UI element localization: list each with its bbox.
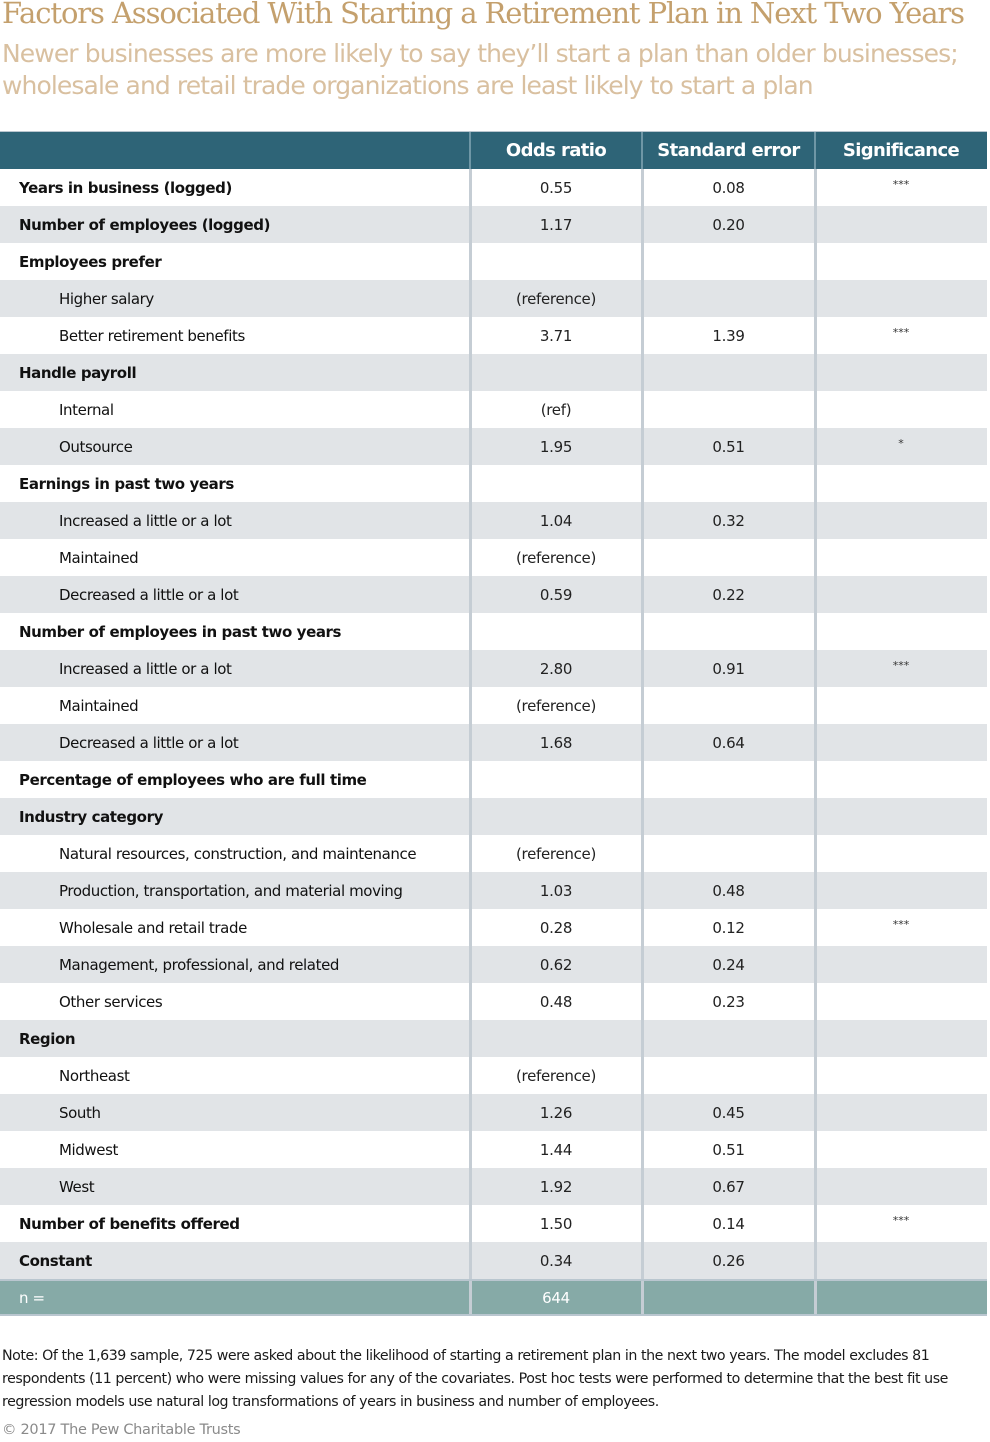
- odds-ratio-cell: 1.17: [539, 215, 573, 234]
- column-divider: [641, 650, 644, 687]
- total-sig: [815, 1281, 987, 1314]
- column-divider: [641, 983, 644, 1020]
- significance-cell: [815, 576, 987, 613]
- row-label: Internal: [59, 400, 114, 419]
- significance-cell: ***: [892, 178, 910, 191]
- column-divider: [469, 798, 472, 835]
- standard-error-cell: [642, 687, 815, 724]
- odds-ratio-cell: (reference): [515, 844, 597, 863]
- row-label: Natural resources, construction, and maintenance: [59, 844, 417, 863]
- column-divider: [469, 1131, 472, 1168]
- regression-table: [0, 131, 987, 1316]
- row-label: Handle payroll: [19, 363, 137, 382]
- column-divider: [469, 909, 472, 946]
- odds-ratio-cell: (reference): [515, 289, 597, 308]
- column-divider: [641, 354, 644, 391]
- table-row: [0, 687, 987, 724]
- odds-ratio-cell: [470, 798, 642, 835]
- column-divider: [814, 1057, 817, 1094]
- column-divider: [641, 465, 644, 502]
- column-divider: [814, 243, 817, 280]
- column-divider: [469, 317, 472, 354]
- significance-cell: [815, 724, 987, 761]
- significance-cell: [815, 983, 987, 1020]
- column-divider: [641, 798, 644, 835]
- column-divider: [641, 280, 644, 317]
- table-row: [0, 1168, 987, 1205]
- standard-error-cell: [642, 354, 815, 391]
- footnote: Note: Of the 1,639 sample, 725 were asked about the likelihood of starting a retirement plan in the next two years. The model excludes 81 respondents (11 percent) who were missing values for any of the covariates. Post hoc tests were performed to determine that the best fit use regression models use natural log transformations of years in business and number of employees.: [2, 1348, 948, 1410]
- column-divider: [814, 169, 817, 206]
- column-divider: [814, 835, 817, 872]
- significance-cell: [815, 280, 987, 317]
- column-divider: [469, 1242, 472, 1279]
- odds-ratio-cell: 1.68: [539, 733, 573, 752]
- column-divider: [469, 687, 472, 724]
- column-divider: [814, 317, 817, 354]
- header-standard-error: Standard error: [657, 140, 800, 161]
- significance-cell: [815, 946, 987, 983]
- standard-error-cell: 0.32: [712, 511, 745, 530]
- table-row: [0, 872, 987, 909]
- column-divider: [814, 1205, 817, 1242]
- column-divider: [641, 169, 644, 206]
- table-row: [0, 169, 987, 206]
- table-row: [0, 946, 987, 983]
- significance-cell: [815, 1094, 987, 1131]
- column-divider: [469, 835, 472, 872]
- row-label: Number of benefits offered: [19, 1214, 240, 1233]
- column-divider: [641, 1242, 644, 1279]
- row-label: Maintained: [59, 696, 139, 715]
- standard-error-cell: 0.48: [712, 881, 745, 900]
- table-row: [0, 1057, 987, 1094]
- column-divider: [641, 687, 644, 724]
- table-row: [0, 835, 987, 872]
- column-divider: [469, 576, 472, 613]
- column-divider: [814, 724, 817, 761]
- standard-error-cell: 0.12: [712, 918, 745, 937]
- odds-ratio-cell: 0.28: [539, 918, 573, 937]
- column-divider: [641, 539, 644, 576]
- standard-error-cell: 0.67: [712, 1177, 745, 1196]
- column-divider: [814, 613, 817, 650]
- standard-error-cell: [642, 798, 815, 835]
- row-label: Region: [19, 1029, 76, 1048]
- column-divider: [814, 280, 817, 317]
- row-label: Maintained: [59, 548, 139, 567]
- standard-error-cell: [642, 1057, 815, 1094]
- standard-error-cell: [642, 280, 815, 317]
- significance-cell: ***: [892, 918, 910, 931]
- table-row: [0, 206, 987, 243]
- column-divider: [641, 1094, 644, 1131]
- table-row: [0, 317, 987, 354]
- row-label: Constant: [19, 1251, 92, 1270]
- column-divider: [469, 1020, 472, 1057]
- standard-error-cell: 0.14: [712, 1214, 745, 1233]
- standard-error-cell: 0.64: [712, 733, 745, 752]
- column-divider: [814, 1242, 817, 1279]
- row-label: Years in business (logged): [19, 178, 232, 197]
- odds-ratio-cell: (ref): [540, 400, 572, 419]
- significance-cell: [815, 835, 987, 872]
- column-divider: [641, 1205, 644, 1242]
- column-divider: [814, 576, 817, 613]
- odds-ratio-cell: 0.62: [539, 955, 573, 974]
- odds-ratio-cell: 3.71: [539, 326, 573, 345]
- column-divider: [469, 132, 471, 169]
- table-row: [0, 1094, 987, 1131]
- table-row: [0, 613, 987, 650]
- table-row: [0, 354, 987, 391]
- column-divider: [469, 428, 472, 465]
- column-divider: [814, 650, 817, 687]
- standard-error-cell: 0.51: [712, 1140, 745, 1159]
- odds-ratio-cell: [470, 354, 642, 391]
- header-significance: Significance: [842, 140, 960, 161]
- odds-ratio-cell: 0.59: [539, 585, 573, 604]
- row-label: Other services: [59, 992, 163, 1011]
- column-divider: [814, 206, 817, 243]
- standard-error-cell: [642, 761, 815, 798]
- odds-ratio-cell: 0.55: [539, 178, 573, 197]
- significance-cell: [815, 613, 987, 650]
- column-divider: [469, 1094, 472, 1131]
- row-label: Increased a little or a lot: [59, 659, 232, 678]
- odds-ratio-cell: 1.26: [539, 1103, 573, 1122]
- column-divider: [641, 243, 644, 280]
- column-divider: [814, 761, 817, 798]
- row-label: Midwest: [59, 1140, 119, 1159]
- standard-error-cell: [642, 243, 815, 280]
- table-row: [0, 983, 987, 1020]
- column-divider: [641, 761, 644, 798]
- standard-error-cell: 0.22: [712, 585, 745, 604]
- column-divider: [641, 502, 644, 539]
- column-divider: [641, 206, 644, 243]
- row-label: Number of employees in past two years: [19, 622, 342, 641]
- column-divider: [814, 909, 817, 946]
- column-divider: [469, 206, 472, 243]
- column-divider: [469, 872, 472, 909]
- table-row: [0, 576, 987, 613]
- standard-error-cell: 0.08: [712, 178, 745, 197]
- row-label: Northeast: [59, 1066, 130, 1085]
- column-divider: [469, 613, 472, 650]
- page-subtitle: Newer businesses are more likely to say they’ll start a plan than older businesses; wholesale and retail trade organizations are least likely to start a plan: [2, 39, 958, 100]
- column-divider: [641, 1281, 644, 1314]
- column-divider: [641, 613, 644, 650]
- column-divider: [469, 539, 472, 576]
- odds-ratio-cell: [470, 761, 642, 798]
- significance-cell: [815, 1168, 987, 1205]
- significance-cell: *: [898, 437, 904, 450]
- significance-cell: [815, 502, 987, 539]
- significance-cell: ***: [892, 1214, 910, 1227]
- table-row: [0, 1131, 987, 1168]
- column-divider: [641, 835, 644, 872]
- significance-cell: [815, 391, 987, 428]
- column-divider: [814, 687, 817, 724]
- column-divider: [469, 761, 472, 798]
- odds-ratio-cell: 0.48: [539, 992, 573, 1011]
- significance-cell: [815, 761, 987, 798]
- standard-error-cell: [642, 391, 815, 428]
- column-divider: [814, 1020, 817, 1057]
- table-row: [0, 1020, 987, 1057]
- table-row: [0, 391, 987, 428]
- column-divider: [641, 946, 644, 983]
- row-label: Decreased a little or a lot: [59, 585, 239, 604]
- column-divider: [469, 354, 472, 391]
- header-odds-ratio: Odds ratio: [505, 140, 607, 161]
- row-label: South: [59, 1103, 101, 1122]
- significance-cell: [815, 465, 987, 502]
- row-label: Percentage of employees who are full time: [19, 770, 367, 789]
- table-row: [0, 798, 987, 835]
- column-divider: [814, 391, 817, 428]
- odds-ratio-cell: (reference): [515, 696, 597, 715]
- odds-ratio-cell: [470, 243, 642, 280]
- column-divider: [469, 1168, 472, 1205]
- odds-ratio-cell: [470, 613, 642, 650]
- column-divider: [814, 502, 817, 539]
- odds-ratio-cell: (reference): [515, 1066, 597, 1085]
- column-divider: [641, 391, 644, 428]
- significance-cell: ***: [892, 659, 910, 672]
- significance-cell: [815, 243, 987, 280]
- column-divider: [641, 1131, 644, 1168]
- standard-error-cell: [642, 1020, 815, 1057]
- column-divider: [814, 1281, 817, 1314]
- significance-cell: ***: [892, 326, 910, 339]
- column-divider: [469, 1205, 472, 1242]
- table-header: [0, 131, 987, 169]
- table-row: [0, 502, 987, 539]
- row-label: Number of employees (logged): [19, 215, 271, 234]
- column-divider: [469, 1057, 472, 1094]
- column-divider: [641, 132, 643, 169]
- significance-cell: [815, 1242, 987, 1279]
- copyright: © 2017 The Pew Charitable Trusts: [2, 1422, 241, 1438]
- column-divider: [641, 576, 644, 613]
- standard-error-cell: [642, 539, 815, 576]
- odds-ratio-cell: 1.95: [539, 437, 573, 456]
- standard-error-cell: [642, 465, 815, 502]
- column-divider: [469, 1281, 472, 1314]
- row-label: West: [59, 1177, 95, 1196]
- column-divider: [814, 539, 817, 576]
- column-divider: [814, 465, 817, 502]
- column-divider: [641, 428, 644, 465]
- standard-error-cell: [642, 835, 815, 872]
- odds-ratio-cell: 1.44: [539, 1140, 573, 1159]
- page-title: Factors Associated With Starting a Retirement Plan in Next Two Years: [2, 0, 964, 30]
- column-divider: [814, 946, 817, 983]
- column-divider: [814, 1131, 817, 1168]
- column-divider: [469, 502, 472, 539]
- odds-ratio-cell: 1.03: [539, 881, 573, 900]
- column-divider: [641, 1168, 644, 1205]
- standard-error-cell: 1.39: [712, 326, 745, 345]
- odds-ratio-cell: 0.34: [539, 1251, 573, 1270]
- table-row: [0, 465, 987, 502]
- significance-cell: [815, 687, 987, 724]
- odds-ratio-cell: (reference): [515, 548, 597, 567]
- odds-ratio-cell: 1.04: [539, 511, 573, 530]
- row-label: Industry category: [19, 807, 163, 826]
- significance-cell: [815, 539, 987, 576]
- column-divider: [641, 1020, 644, 1057]
- column-divider: [641, 724, 644, 761]
- column-divider: [469, 243, 472, 280]
- table-row: [0, 243, 987, 280]
- standard-error-cell: [642, 613, 815, 650]
- standard-error-cell: 0.23: [712, 992, 745, 1011]
- table-row: [0, 650, 987, 687]
- table-body: [0, 169, 987, 1279]
- column-divider: [814, 1168, 817, 1205]
- total-odds: 644: [542, 1288, 570, 1307]
- column-divider: [469, 169, 472, 206]
- row-label: Higher salary: [59, 289, 154, 308]
- table-row: [0, 909, 987, 946]
- column-divider: [641, 317, 644, 354]
- row-label: Wholesale and retail trade: [59, 918, 247, 937]
- column-divider: [814, 1094, 817, 1131]
- column-divider: [814, 354, 817, 391]
- table-row: [0, 280, 987, 317]
- standard-error-cell: 0.24: [712, 955, 745, 974]
- column-divider: [469, 946, 472, 983]
- standard-error-cell: 0.20: [712, 215, 745, 234]
- row-label: Management, professional, and related: [59, 955, 340, 974]
- column-divider: [469, 465, 472, 502]
- column-divider: [814, 983, 817, 1020]
- table-row: [0, 1242, 987, 1279]
- column-divider: [641, 872, 644, 909]
- standard-error-cell: 0.45: [712, 1103, 745, 1122]
- significance-cell: [815, 1057, 987, 1094]
- significance-cell: [815, 206, 987, 243]
- standard-error-cell: 0.91: [712, 659, 745, 678]
- table-row: [0, 428, 987, 465]
- significance-cell: [815, 1020, 987, 1057]
- standard-error-cell: 0.51: [712, 437, 745, 456]
- column-divider: [814, 132, 816, 169]
- column-divider: [814, 872, 817, 909]
- odds-ratio-cell: 2.80: [539, 659, 573, 678]
- column-divider: [469, 983, 472, 1020]
- standard-error-cell: 0.26: [712, 1251, 745, 1270]
- row-label: Outsource: [59, 437, 133, 456]
- column-divider: [469, 724, 472, 761]
- header-label: [0, 132, 470, 169]
- column-divider: [641, 909, 644, 946]
- table-row: [0, 1205, 987, 1242]
- odds-ratio-cell: 1.50: [539, 1214, 573, 1233]
- column-divider: [469, 280, 472, 317]
- column-divider: [814, 798, 817, 835]
- odds-ratio-cell: 1.92: [539, 1177, 573, 1196]
- significance-cell: [815, 872, 987, 909]
- total-row: [0, 1279, 987, 1316]
- significance-cell: [815, 798, 987, 835]
- table-row: [0, 761, 987, 798]
- row-label: Employees prefer: [19, 252, 162, 271]
- column-divider: [814, 428, 817, 465]
- row-label: Increased a little or a lot: [59, 511, 232, 530]
- row-label: Production, transportation, and material moving: [59, 881, 403, 900]
- column-divider: [641, 1057, 644, 1094]
- odds-ratio-cell: [470, 1020, 642, 1057]
- row-label: Decreased a little or a lot: [59, 733, 239, 752]
- total-label: n =: [19, 1288, 45, 1307]
- table-row: [0, 724, 987, 761]
- row-label: Earnings in past two years: [19, 474, 234, 493]
- table-row: [0, 539, 987, 576]
- column-divider: [469, 650, 472, 687]
- total-se: [642, 1281, 815, 1314]
- odds-ratio-cell: [470, 465, 642, 502]
- significance-cell: [815, 1131, 987, 1168]
- column-divider: [469, 391, 472, 428]
- row-label: Better retirement benefits: [59, 326, 245, 345]
- significance-cell: [815, 354, 987, 391]
